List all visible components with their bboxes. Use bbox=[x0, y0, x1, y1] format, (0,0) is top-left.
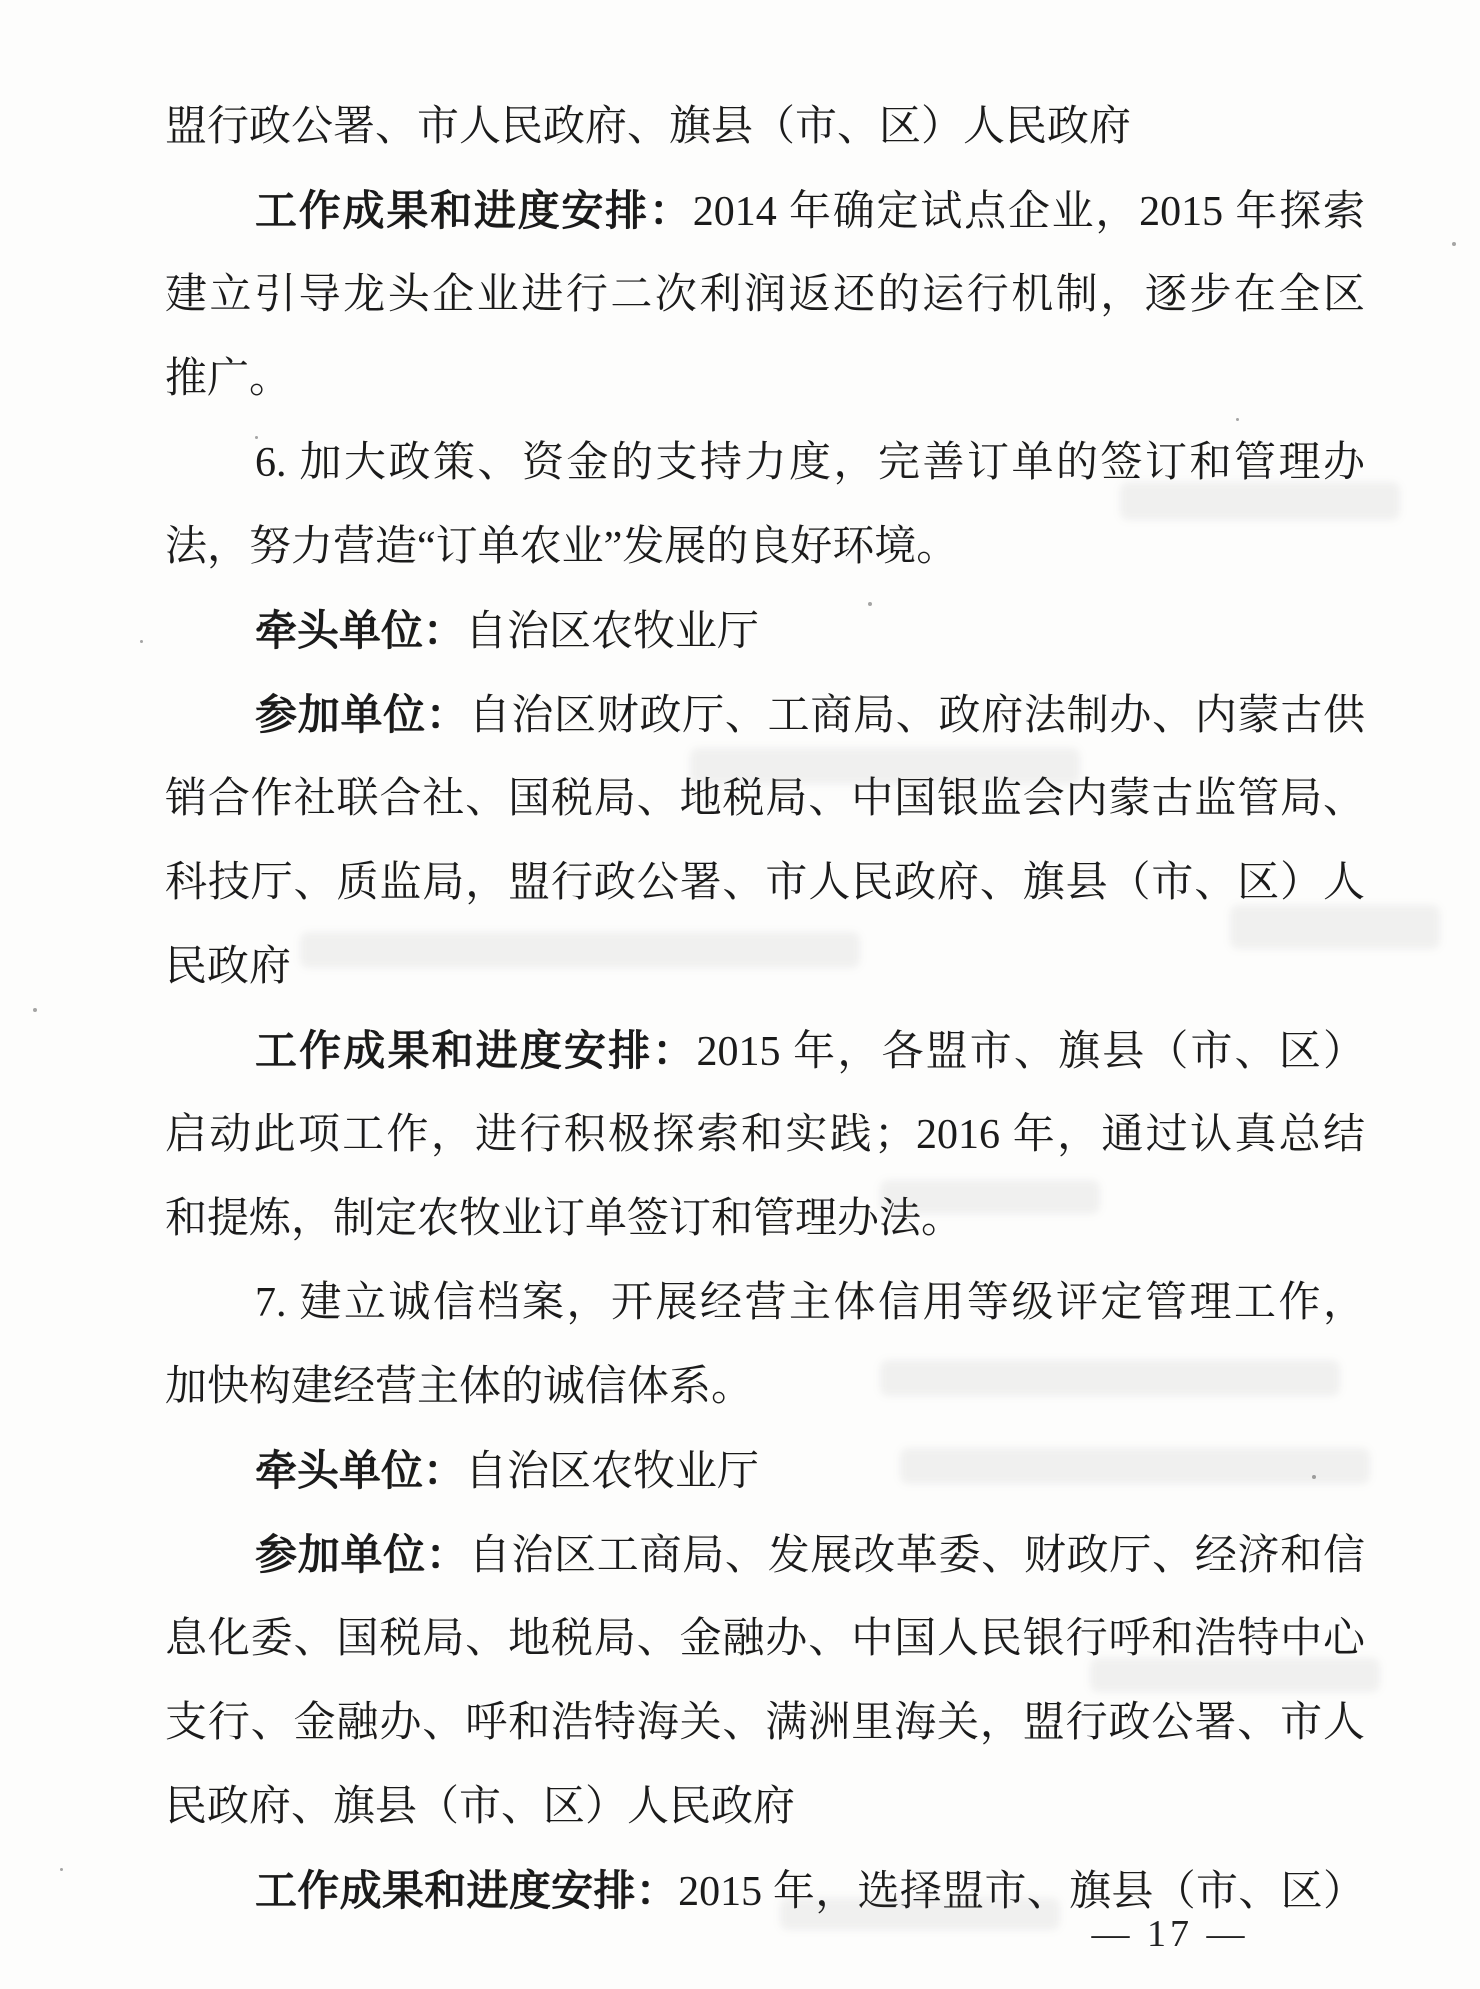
scan-artifact bbox=[780, 1898, 1060, 1930]
text-line: 销合作社联合社、国税局、地税局、中国银监会内蒙古监管局、 bbox=[165, 776, 1365, 822]
text-line: 工作成果和进度安排：2015 年，选择盟市、旗县（市、区） bbox=[255, 1867, 1365, 1915]
scan-speck bbox=[1236, 418, 1239, 421]
text-line: 民政府 bbox=[165, 944, 292, 990]
document-body bbox=[165, 85, 1365, 1933]
text-line: 建立引导龙头企业进行二次利润返还的运行机制，逐步在全区 bbox=[165, 272, 1365, 318]
text-line: 科技厅、质监局，盟行政公署、市人民政府、旗县（市、区）人 bbox=[165, 860, 1365, 906]
text-line: 7. 建立诚信档案，开展经营主体信用等级评定管理工作， bbox=[255, 1280, 1365, 1326]
bold-lead-in: 工作成果和进度安排： bbox=[255, 1027, 697, 1074]
scan-artifact bbox=[880, 1360, 1340, 1396]
bold-lead-in: 参加单位： bbox=[255, 1531, 469, 1578]
text-line: 牵头单位：自治区农牧业厅 bbox=[255, 607, 760, 655]
scan-speck bbox=[1178, 1310, 1182, 1314]
scan-artifact bbox=[690, 748, 1080, 784]
text-line: 工作成果和进度安排：2015 年，各盟市、旗县（市、区） bbox=[255, 1027, 1365, 1075]
text-line: 参加单位：自治区财政厅、工商局、政府法制办、内蒙古供 bbox=[255, 691, 1365, 739]
text-line: 牵头单位：自治区农牧业厅 bbox=[255, 1447, 760, 1495]
bold-lead-in: 工作成果和进度安排： bbox=[255, 187, 693, 234]
scan-speck bbox=[60, 1868, 63, 1871]
scan-artifact bbox=[900, 1448, 1370, 1484]
bold-lead-in: 工作成果和进度安排： bbox=[255, 1867, 679, 1914]
text-line: 法，努力营造“订单农业”发展的良好环境。 bbox=[165, 524, 959, 570]
scan-artifact bbox=[1090, 1658, 1380, 1692]
scan-artifact bbox=[300, 932, 860, 968]
text-line: 盟行政公署、市人民政府、旗县（市、区）人民政府 bbox=[165, 104, 1132, 150]
scan-artifact bbox=[1120, 482, 1400, 520]
text-line: 民政府、旗县（市、区）人民政府 bbox=[165, 1784, 796, 1830]
text-line: 息化委、国税局、地税局、金融办、中国人民银行呼和浩特中心 bbox=[165, 1616, 1365, 1662]
scan-speck bbox=[1452, 242, 1456, 246]
scan-speck bbox=[868, 602, 872, 606]
text-line: 支行、金融办、呼和浩特海关、满洲里海关，盟行政公署、市人 bbox=[165, 1700, 1365, 1746]
text-line: 6. 加大政策、资金的支持力度，完善订单的签订和管理办 bbox=[255, 440, 1365, 486]
scan-artifact bbox=[880, 1180, 1100, 1214]
bold-lead-in: 牵头单位： bbox=[255, 607, 466, 654]
scan-speck bbox=[33, 1008, 37, 1012]
scan-artifact bbox=[1230, 905, 1440, 949]
text-line: 工作成果和进度安排：2014 年确定试点企业，2015 年探索 bbox=[255, 187, 1365, 235]
page-number: — 17 — bbox=[1091, 1913, 1249, 1955]
scan-speck bbox=[1312, 1475, 1316, 1479]
scan-speck bbox=[140, 640, 143, 643]
text-line: 推广。 bbox=[165, 356, 292, 402]
scan-speck bbox=[255, 436, 258, 439]
bold-lead-in: 参加单位： bbox=[255, 691, 469, 738]
text-line: 加快构建经营主体的诚信体系。 bbox=[165, 1364, 754, 1410]
text-line: 和提炼，制定农牧业订单签订和管理办法。 bbox=[165, 1196, 964, 1242]
text-line: 参加单位：自治区工商局、发展改革委、财政厅、经济和信 bbox=[255, 1531, 1365, 1579]
text-line: 启动此项工作，进行积极探索和实践；2016 年，通过认真总结 bbox=[165, 1112, 1365, 1158]
bold-lead-in: 牵头单位： bbox=[255, 1447, 466, 1494]
